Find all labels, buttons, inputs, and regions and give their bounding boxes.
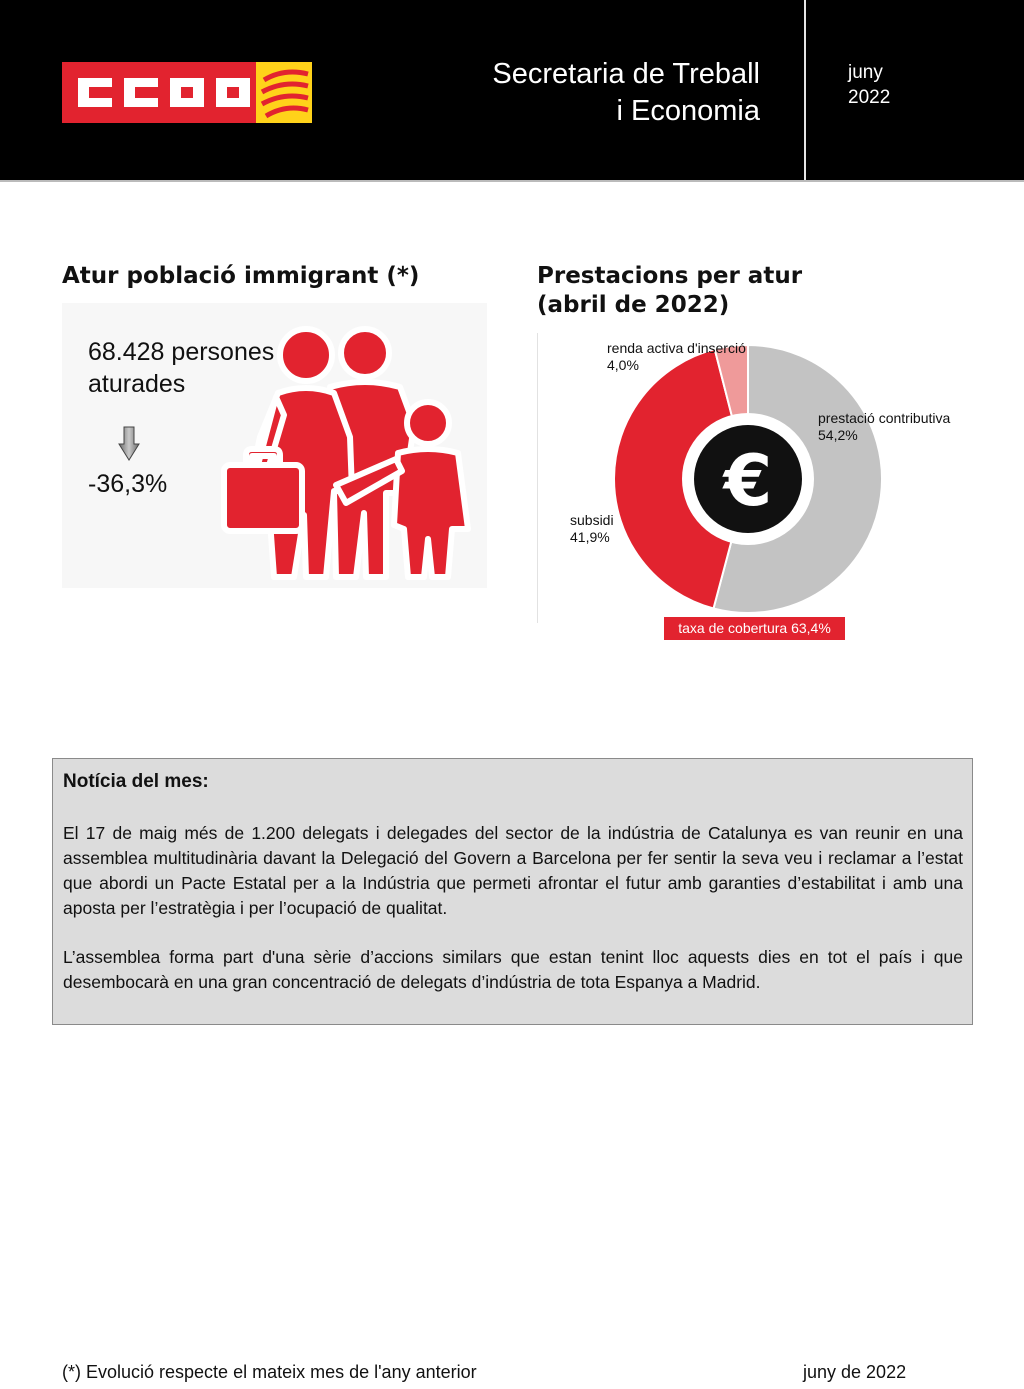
ccoo-logo <box>62 62 312 123</box>
immigrant-change: -36,3% <box>88 470 168 498</box>
label-renda-value: 4,0% <box>607 357 639 373</box>
header-month: juny <box>848 62 883 83</box>
coverage-rate-badge: taxa de cobertura 63,4% <box>664 617 845 640</box>
news-paragraph-2: L’assemblea forma part d'una sèrie d’accions similars que estan tenint lloc aquests dies en tot el país i que desembocarà en una gran concentració de delegats d’indústria de tota Espanya a Madrid. <box>63 947 963 992</box>
header-divider <box>804 0 806 180</box>
label-subs-name: subsidi <box>570 512 614 528</box>
euro-symbol: € <box>723 440 773 522</box>
label-renda-name: renda activa d'inserció <box>607 340 746 356</box>
header-date <box>848 60 890 110</box>
benefits-title-line2: (abril de 2022) <box>537 292 730 318</box>
label-prestacio-contributiva <box>818 410 950 444</box>
label-renda-activa <box>607 340 746 374</box>
news-paragraph-1: El 17 de maig més de 1.200 delegats i delegades del sector de la indústria de Catalunya es van reunir en una assemblea multitudinària davant la Delegació del Govern a Barcelona per fer sentir la seva veu i reclamar a l’estat que abordi un Pacte Estatal per a la Indústria que permeti afrontar el futur amb garanties d’estabilitat i amb una aposta per l’estratègia i per l’ocupació de qualitat. <box>63 823 963 918</box>
benefits-title <box>537 262 802 320</box>
benefits-title-line1: Prestacions per atur <box>537 263 803 289</box>
immigrant-title: Atur població immigrant (*) <box>62 263 420 289</box>
header-title <box>340 56 760 130</box>
immigrant-count-line1: 68.428 persones <box>88 338 275 366</box>
header-rule <box>0 180 1024 182</box>
label-prest-value: 54,2% <box>818 427 858 443</box>
news-title: Notícia del mes: <box>63 771 209 792</box>
benefits-donut-chart <box>612 343 884 615</box>
header-title-line1: Secretaria de Treball <box>492 58 760 90</box>
label-subs-value: 41,9% <box>570 529 610 545</box>
label-subsidi <box>570 512 614 546</box>
family-icon <box>218 325 480 580</box>
header-title-line2: i Economia <box>616 95 760 127</box>
news-box <box>52 758 973 1025</box>
footnote: (*) Evolució respecte el mateix mes de l'any anterior <box>62 1362 477 1382</box>
immigrant-count-line2: aturades <box>88 370 186 398</box>
footer-date: juny de 2022 <box>803 1362 907 1382</box>
header-year: 2022 <box>848 87 891 108</box>
down-arrow-icon <box>118 426 140 462</box>
label-prest-name: prestació contributiva <box>818 410 951 426</box>
